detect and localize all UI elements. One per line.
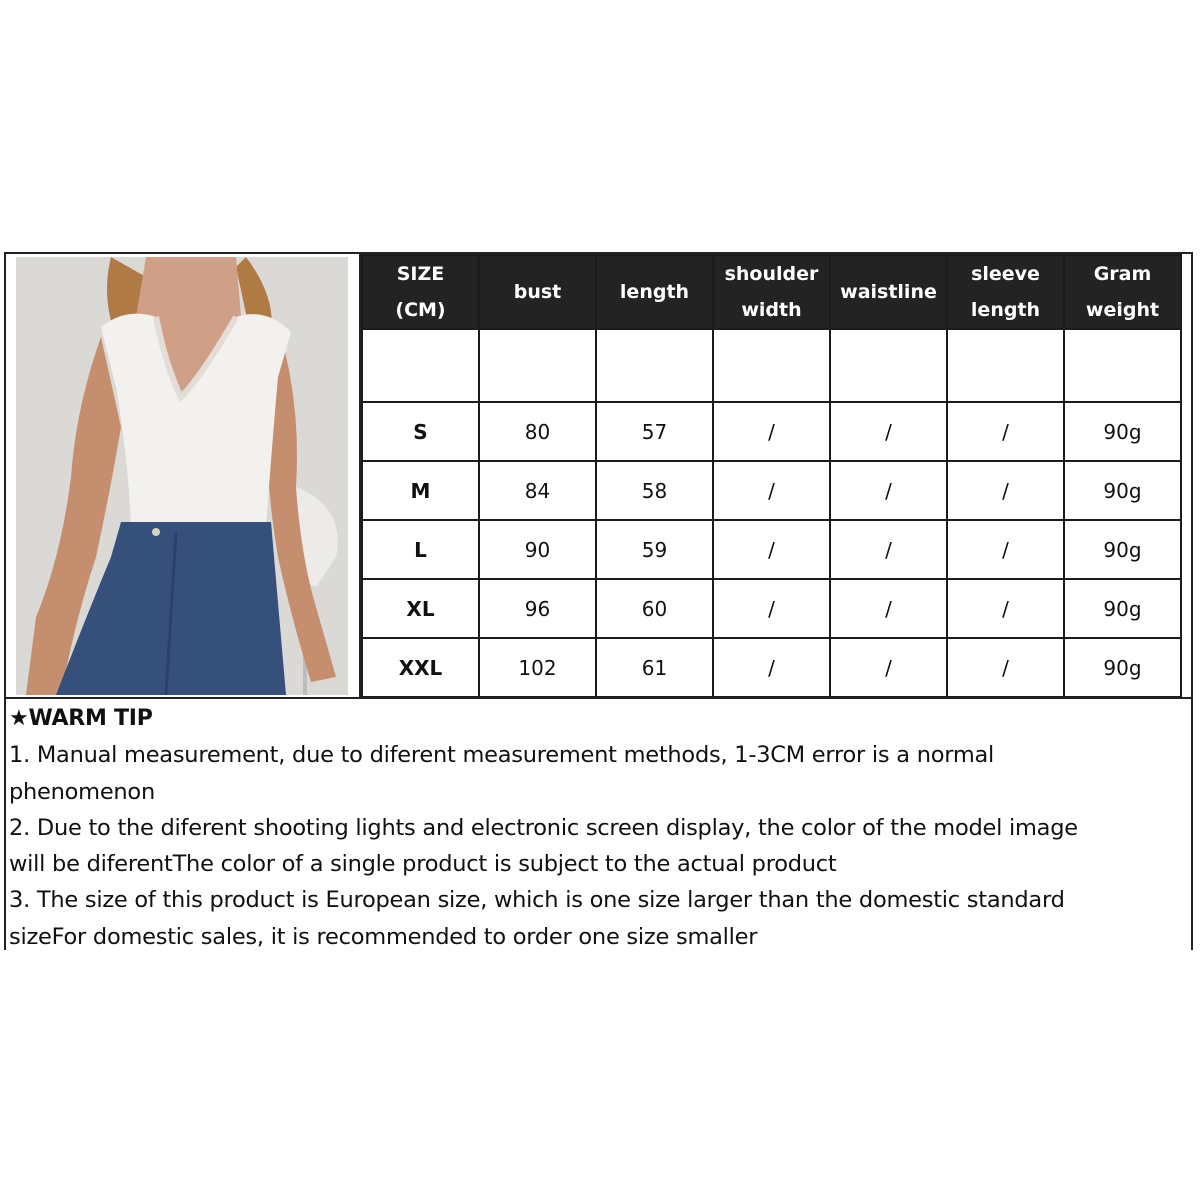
table-row [362, 402, 1181, 461]
sleeve-length-cell: / [947, 638, 1064, 697]
warm-tip-section [6, 697, 1193, 955]
header-waistline: waistline [830, 255, 947, 329]
header-bust: bust [479, 255, 596, 329]
gram-weight-cell: 90g [1064, 520, 1181, 579]
bust-cell: 80 [479, 402, 596, 461]
length-cell: 59 [596, 520, 713, 579]
waistline-cell: / [830, 520, 947, 579]
gram-weight-cell: 90g [1064, 461, 1181, 520]
shoulder-width-cell: / [713, 579, 830, 638]
bust-cell: 84 [479, 461, 596, 520]
waistline-cell: / [830, 638, 947, 697]
length-cell: 60 [596, 579, 713, 638]
size-table [361, 254, 1182, 698]
length-cell: 61 [596, 638, 713, 697]
header-sleeve-length: sleeve length [947, 255, 1064, 329]
shoulder-width-cell: / [713, 402, 830, 461]
warm-tip-line: phenomenon [9, 778, 155, 805]
model-illustration [16, 257, 348, 695]
size-cell: XXL [362, 638, 479, 697]
waistline-cell: / [830, 579, 947, 638]
size-cell: S [362, 402, 479, 461]
table-row [362, 520, 1181, 579]
warm-tip-line: 2. Due to the diferent shooting lights and electronic screen display, the color of the model image [9, 814, 1078, 841]
shoulder-width-cell: / [713, 461, 830, 520]
size-table-header-row [362, 255, 1181, 329]
gram-weight-cell: 90g [1064, 638, 1181, 697]
length-cell: 58 [596, 461, 713, 520]
warm-tip-line: 3. The size of this product is European size, which is one size larger than the domestic standard [9, 887, 1065, 914]
size-cell: M [362, 461, 479, 520]
waistline-cell: / [830, 461, 947, 520]
sleeve-length-cell: / [947, 402, 1064, 461]
size-cell: XL [362, 579, 479, 638]
shoulder-width-cell: / [713, 638, 830, 697]
header-gram-weight: Gram weight [1064, 255, 1181, 329]
length-cell: 57 [596, 402, 713, 461]
product-photo [16, 257, 348, 695]
gram-weight-cell: 90g [1064, 402, 1181, 461]
header-size: SIZE (CM) [362, 255, 479, 329]
table-row [362, 579, 1181, 638]
table-row [362, 461, 1181, 520]
sleeve-length-cell: / [947, 579, 1064, 638]
gram-weight-cell: 90g [1064, 579, 1181, 638]
photo-cell [4, 253, 361, 697]
warm-tip-title: ★WARM TIP [9, 706, 153, 731]
size-cell: L [362, 520, 479, 579]
header-shoulder-width: shoulder width [713, 255, 830, 329]
bust-cell: 102 [479, 638, 596, 697]
bust-cell: 96 [479, 579, 596, 638]
shoulder-width-cell: / [713, 520, 830, 579]
waistline-cell: / [830, 402, 947, 461]
header-length: length [596, 255, 713, 329]
sleeve-length-cell: / [947, 520, 1064, 579]
warm-tip-line: 1. Manual measurement, due to diferent measurement methods, 1-3CM error is a normal [9, 742, 995, 769]
sleeve-length-cell: / [947, 461, 1064, 520]
warm-tip-line: will be diferentThe color of a single product is subject to the actual product [9, 851, 837, 878]
empty-row [362, 329, 1181, 402]
table-row [362, 638, 1181, 697]
bust-cell: 90 [479, 520, 596, 579]
warm-tip-line: sizeFor domestic sales, it is recommended to order one size smaller [9, 923, 758, 950]
